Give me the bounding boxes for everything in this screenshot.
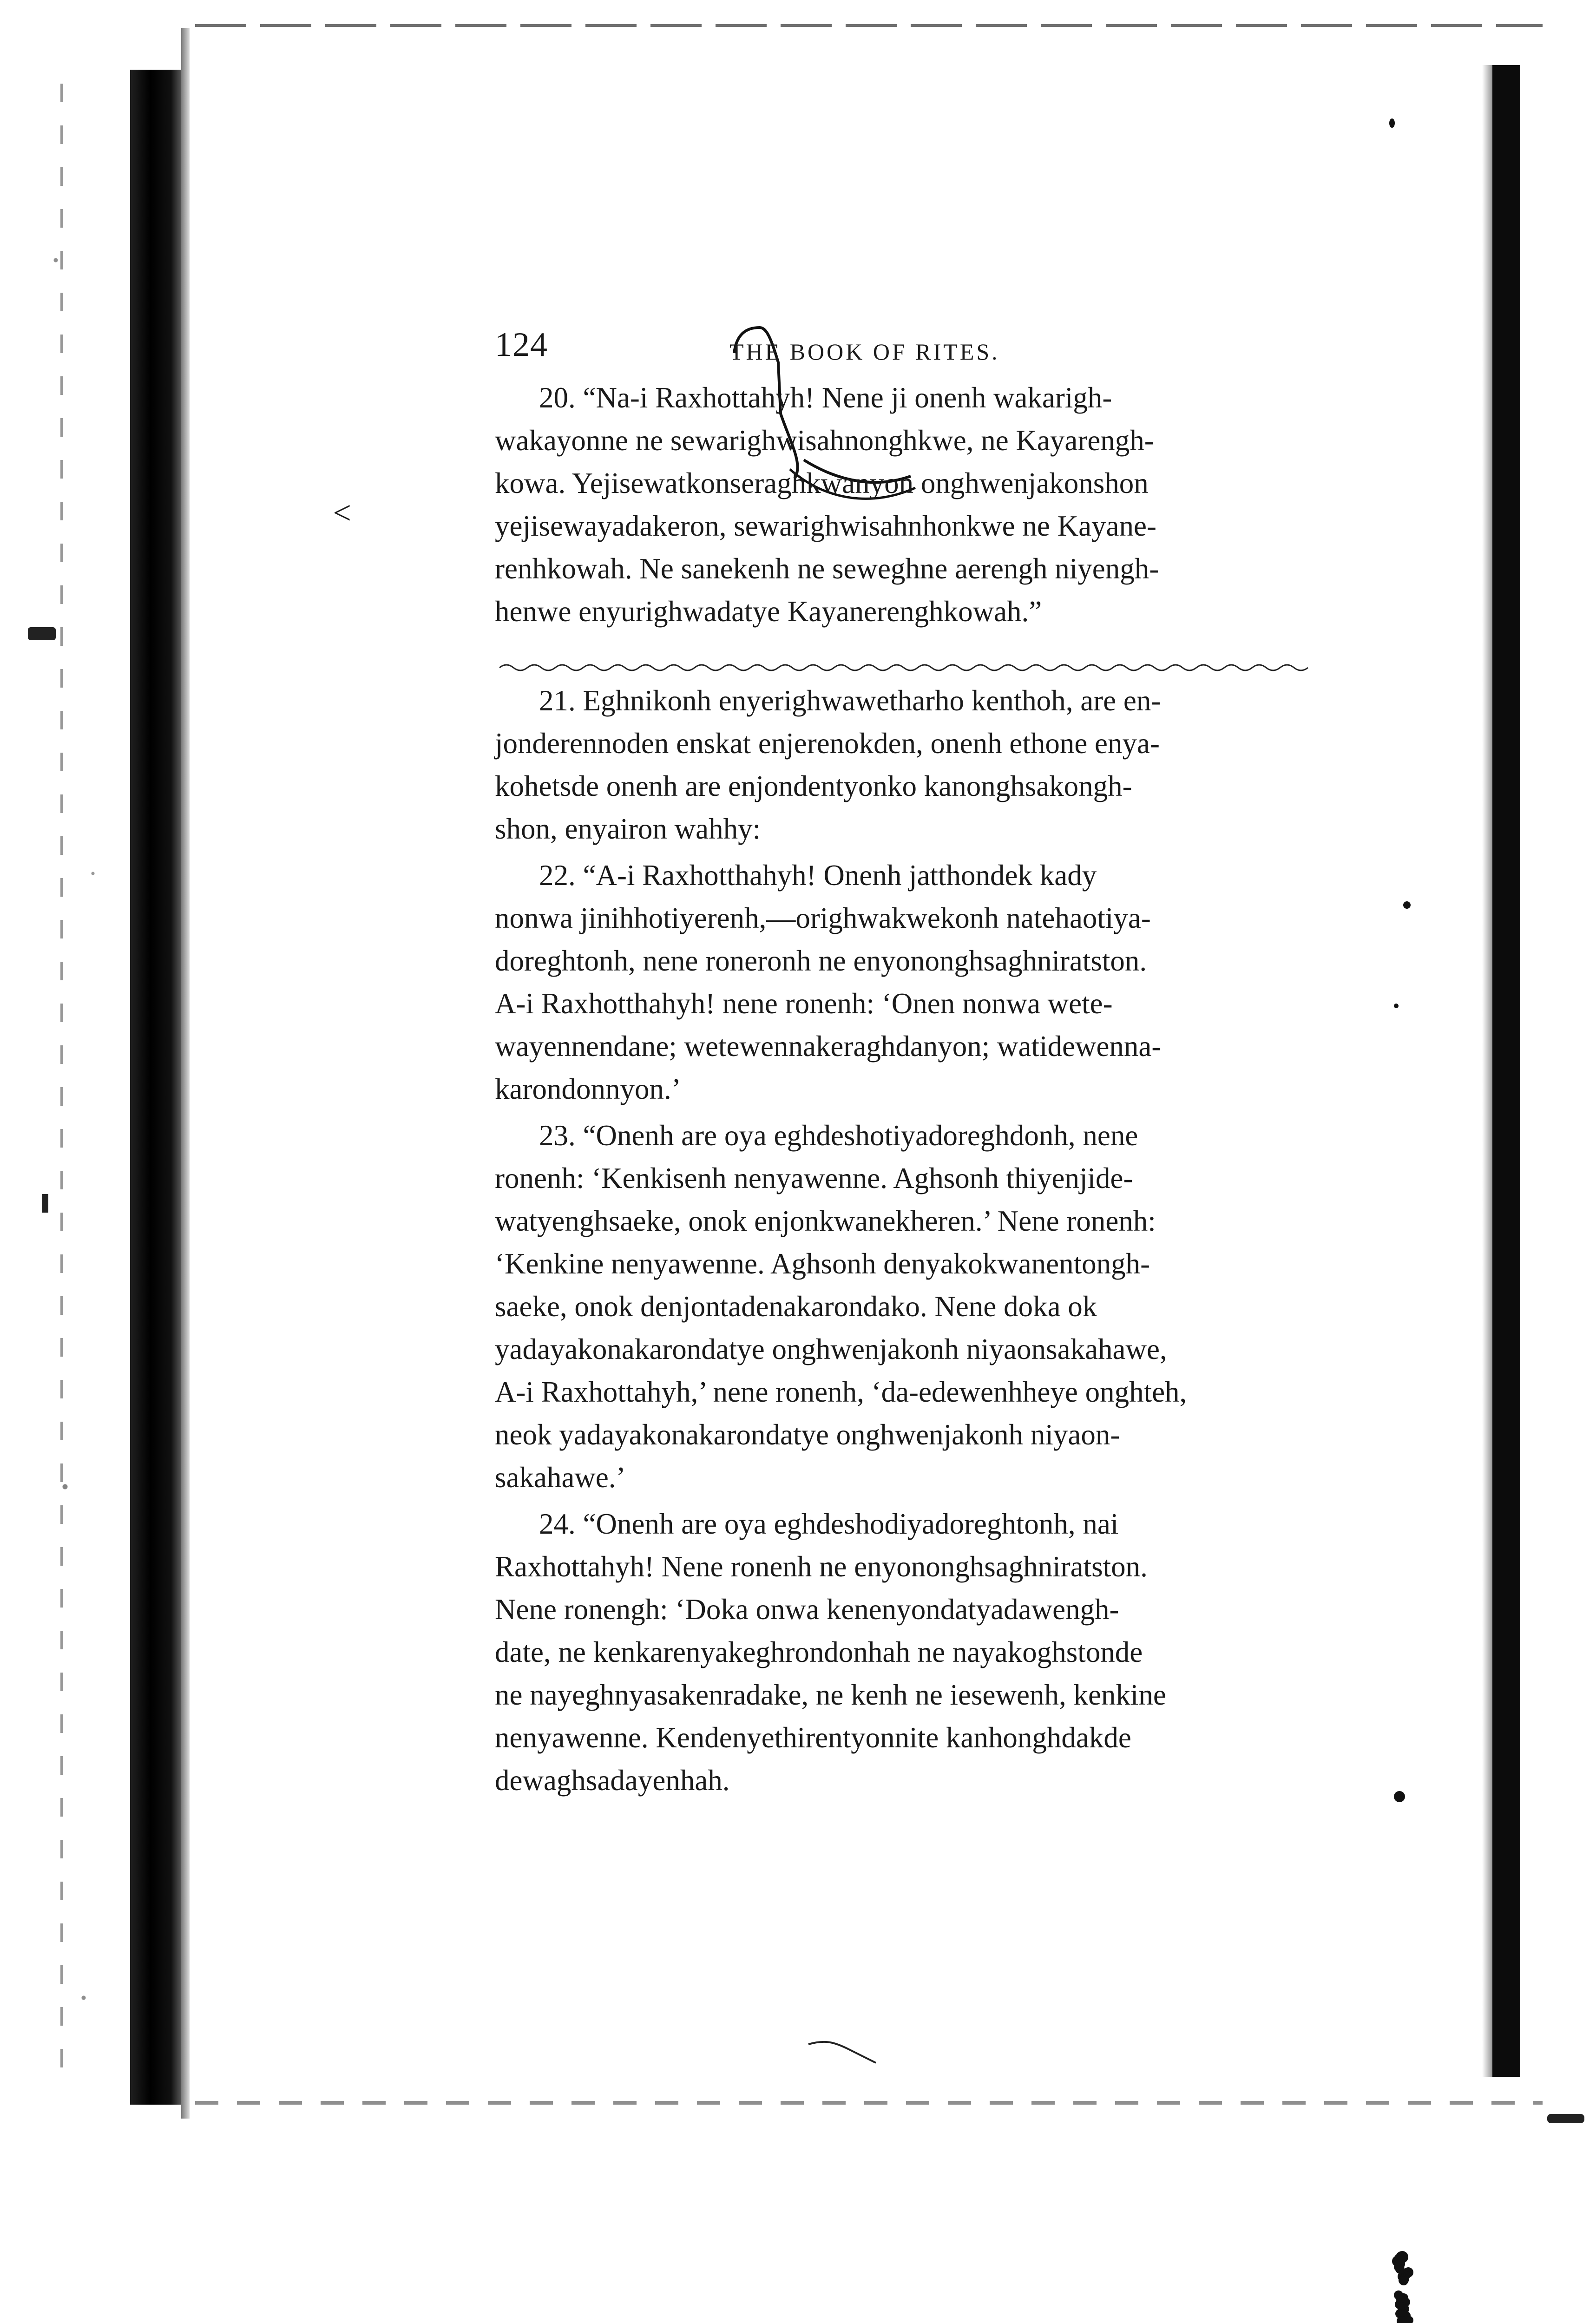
line: ronenh: ‘Kenkisenh nenyawenne. Aghsonh thiyenjide- <box>495 1162 1133 1194</box>
line: doreghtonh, nene roneronh ne enyononghsaghniratston. <box>495 945 1147 977</box>
right-binding-edge <box>1492 65 1520 2077</box>
body-text <box>495 376 1320 1802</box>
left-binding-edge <box>130 70 181 2105</box>
line: yadayakonakarondatye onghwenjakonh niyaonsakahawe, <box>495 1333 1167 1365</box>
line: nonwa jinihhotiyerenh,—orighwakwekonh natehaotiya- <box>495 902 1151 934</box>
speck <box>1394 1791 1405 1802</box>
line: wayennendane; wetewennakeraghdanyon; watidewenna- <box>495 1030 1162 1063</box>
line: henwe enyurighwadatye Kayanerenghkowah.” <box>495 595 1042 628</box>
speck <box>1403 901 1411 909</box>
speck <box>1397 2316 1407 2323</box>
line: 23. “Onenh are oya eghdeshotiyadoreghdonh, nene <box>539 1119 1138 1152</box>
line: Raxhottahyh! Nene ronenh ne enyononghsaghniratston. <box>495 1550 1148 1583</box>
line: saeke, onok denjontadenakarondako. Nene doka ok <box>495 1290 1097 1323</box>
ink-blot <box>1547 2114 1584 2123</box>
line: yejisewayadakeron, sewarighwisahnhonkwe ne Kayane- <box>495 510 1156 542</box>
line: renhkowah. Ne sanekenh ne seweghne aerengh niyengh- <box>495 552 1159 585</box>
paragraph-21 <box>495 679 1320 850</box>
line: ne nayeghnyasakenradake, ne kenh ne iesewenh, kenkine <box>495 1679 1166 1711</box>
left-margin-speckle <box>28 56 121 2100</box>
book-page <box>495 325 1320 1805</box>
line: shon, enyairon wahhy: <box>495 813 761 845</box>
paragraph-24 <box>495 1503 1320 1802</box>
line: kowa. Yejisewatkonseraghkwanyon onghwenjakonshon <box>495 467 1149 499</box>
top-page-edge <box>195 24 1543 27</box>
ink-blot <box>28 627 56 640</box>
line: 22. “A-i Raxhotthahyh! Onenh jatthondek kady <box>539 859 1097 892</box>
line: sakahawe.’ <box>495 1461 626 1494</box>
speck <box>1399 2276 1408 2285</box>
bottom-page-edge <box>195 2101 1543 2105</box>
line: 21. Eghnikonh enyerighwawetharho kenthoh, are en- <box>539 684 1161 717</box>
left-margin-dash <box>60 84 63 2081</box>
line: neok yadayakonakarondatye onghwenjakonh niyaon- <box>495 1418 1120 1451</box>
line: 20. “Na-i Raxhottahyh! Nene ji onenh wakarigh- <box>539 381 1112 414</box>
paragraph-23 <box>495 1114 1320 1499</box>
line: A-i Raxhottahyh,’ nene ronenh, ‘da-edewenhheye onghteh, <box>495 1376 1187 1408</box>
line: Nene ronengh: ‘Doka onwa kenenyondatyadawengh- <box>495 1593 1119 1626</box>
pencil-mark <box>806 2040 880 2067</box>
page-number: 124 <box>495 326 548 364</box>
right-edge-shadow <box>1482 65 1492 2077</box>
line: wakayonne ne sewarighwisahnonghkwe, ne Kayarengh- <box>495 424 1154 457</box>
left-page-edge <box>181 28 190 2119</box>
wavy-rule-ornament <box>495 646 1320 664</box>
running-head <box>495 325 1320 376</box>
line: kohetsde onenh are enjondentyonko kanonghsakongh- <box>495 770 1132 802</box>
line: 24. “Onenh are oya eghdeshodiyadoreghtonh, nai <box>539 1508 1119 1540</box>
paragraph-22 <box>495 854 1320 1110</box>
line: karondonnyon.’ <box>495 1073 681 1105</box>
line: ‘Kenkine nenyawenne. Aghsonh denyakokwanentongh- <box>495 1247 1150 1280</box>
line: A-i Raxhotthahyh! nene ronenh: ‘Onen nonwa wete- <box>495 987 1113 1020</box>
ink-blot <box>42 1194 48 1213</box>
line: jonderennoden enskat enjerenokden, onenh ethone enya- <box>495 727 1160 760</box>
margin-mark: < <box>331 495 353 531</box>
line: date, ne kenkarenyakeghrondonhah ne nayakoghstonde <box>495 1636 1143 1668</box>
running-title: THE BOOK OF RITES. <box>729 339 1000 365</box>
speck <box>1389 118 1395 128</box>
line: watyenghsaeke, onok enjonkwanekheren.’ Nene ronenh: <box>495 1205 1156 1237</box>
speck <box>1394 1004 1399 1008</box>
line: dewaghsadayenhah. <box>495 1764 730 1797</box>
line: nenyawenne. Kendenyethirentyonnite kanhonghdakde <box>495 1721 1131 1754</box>
paragraph-20 <box>495 376 1320 633</box>
